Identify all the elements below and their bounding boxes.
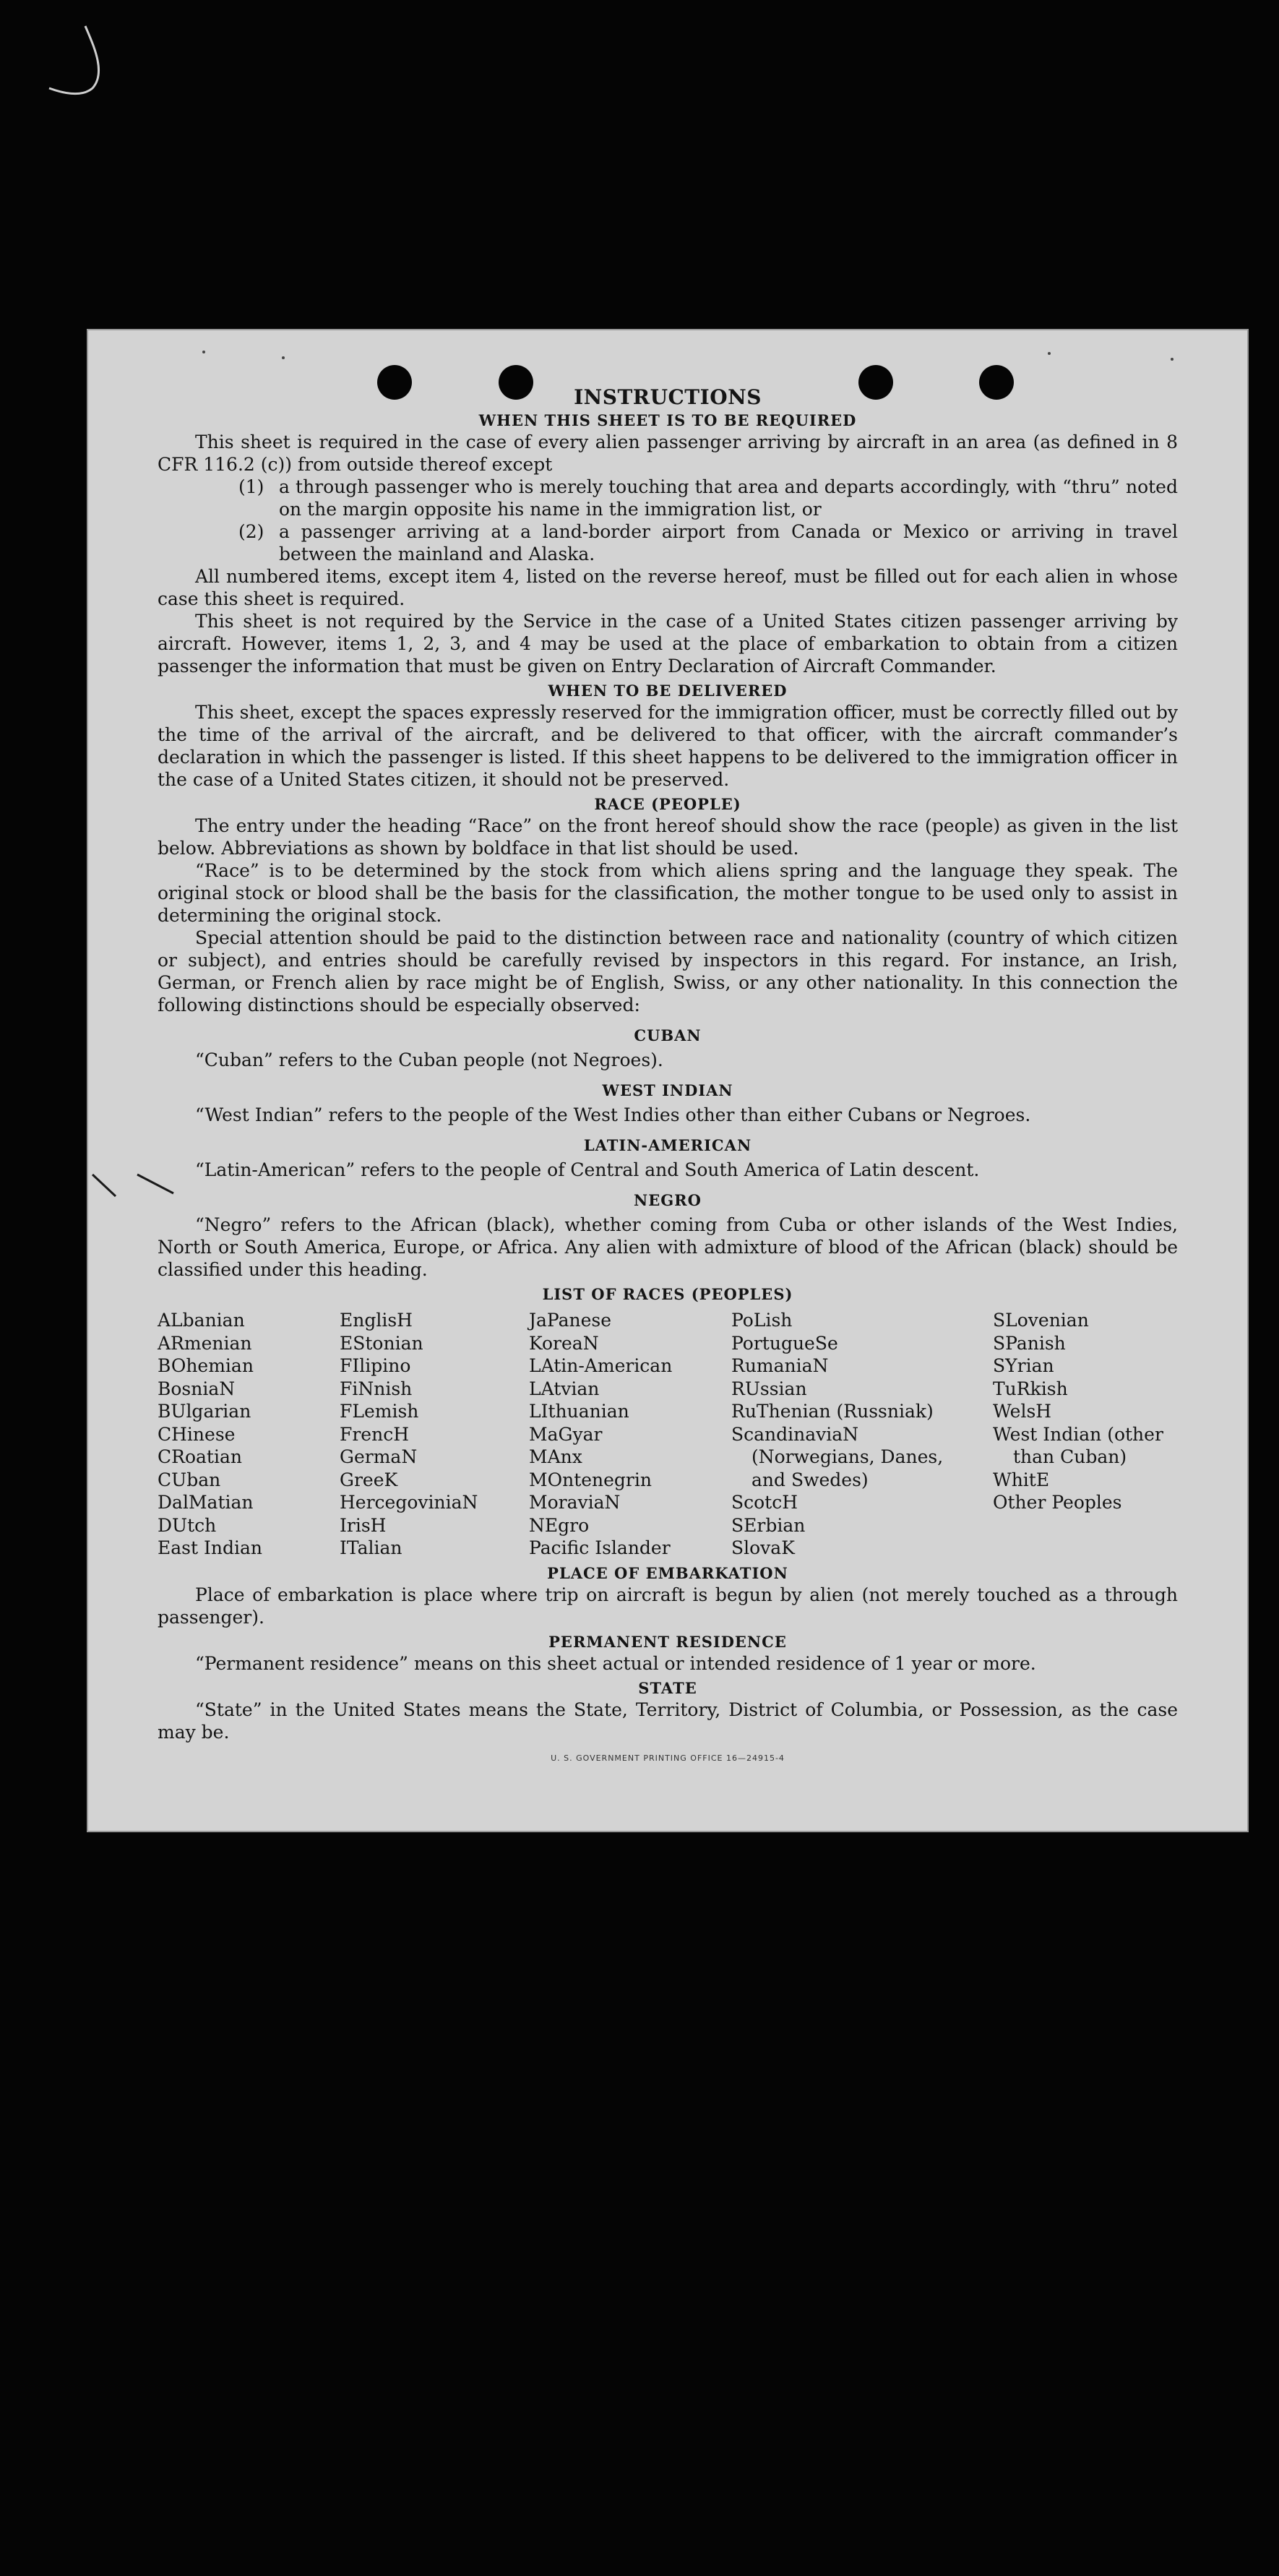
race-entry: LAtin-American xyxy=(529,1355,673,1376)
race-entry: MOntenegrin xyxy=(529,1469,652,1490)
races-column xyxy=(993,1309,1178,1560)
race-entry: MaGyar xyxy=(529,1423,603,1445)
races-column xyxy=(529,1309,731,1560)
exception-text: a passenger arriving at a land-border airport from Canada or Mexico or arriving in travel between the mainland and Alaska. xyxy=(279,521,1178,564)
race-entry: LIthuanian xyxy=(529,1401,629,1422)
races-column xyxy=(158,1309,340,1560)
definition-heading-cuban: CUBAN xyxy=(634,1026,702,1044)
race-entry: FLemish xyxy=(340,1401,419,1422)
race-entry: EStonian xyxy=(340,1332,423,1354)
race-entry: DUtch xyxy=(158,1514,217,1536)
section-heading-state: STATE xyxy=(638,1678,697,1697)
race-paragraph-1: The entry under the heading “Race” on the front hereof should show the race (people) as given in the list below. Abbreviations as shown by boldface in that list should be used. xyxy=(158,815,1178,859)
exception-number: (2) xyxy=(238,521,264,542)
scan-speck xyxy=(282,356,285,359)
race-entry: BosniaN xyxy=(158,1378,236,1399)
race-entry: RUssian xyxy=(731,1378,807,1399)
scan-speck xyxy=(202,351,205,353)
scan-speck xyxy=(1048,352,1051,355)
definition-text-negro: “Negro” refers to the African (black), whether coming from Cuba or other islands of the West Indies, North or South America, Europe, or Africa. Any alien with admixture of blood of the African (black) should be classified under this heading. xyxy=(158,1214,1178,1280)
race-entry: GreeK xyxy=(340,1469,398,1490)
pen-mark xyxy=(22,22,101,101)
definition-heading-west-indian: WEST INDIAN xyxy=(602,1081,733,1099)
race-entry: CRoatian xyxy=(158,1446,242,1467)
race-entry: EnglisH xyxy=(340,1310,413,1331)
exception-item xyxy=(238,520,1178,565)
race-entry: PortugueSe xyxy=(731,1332,838,1354)
race-entry: JaPanese xyxy=(529,1310,612,1331)
race-entry: BUlgarian xyxy=(158,1401,251,1422)
race-entry: SLovenian xyxy=(993,1310,1089,1331)
definition-heading-latin-american: LATIN-AMERICAN xyxy=(583,1136,752,1154)
race-entry: MAnx xyxy=(529,1446,582,1467)
exception-text: a through passenger who is merely touching that area and departs accordingly, with “thru” noted on the margin opposite his name in the immigration list, or xyxy=(279,476,1178,520)
embarkation-text: Place of embarkation is place where trip on aircraft is begun by alien (not merely touched as a through passenger). xyxy=(158,1584,1178,1628)
state-text: “State” in the United States means the State, Territory, District of Columbia, or Possession, as the case may be. xyxy=(158,1699,1178,1743)
race-entry: GermaN xyxy=(340,1446,418,1467)
definition-text-cuban: “Cuban” refers to the Cuban people (not Negroes). xyxy=(195,1049,663,1070)
race-entry: BOhemian xyxy=(158,1355,254,1376)
race-entry: DalMatian xyxy=(158,1492,254,1513)
race-entry: PoLish xyxy=(731,1310,793,1331)
race-entry: SlovaK xyxy=(731,1537,795,1558)
when-required-intro: This sheet is required in the case of every alien passenger arriving by aircraft in an area (as defined in 8 CFR 116.2 (c)) from outside thereof except xyxy=(158,432,1178,475)
when-delivered-text: This sheet, except the spaces expressly reserved for the immigration officer, must be correctly filled out by the time of the arrival of the aircraft, and be delivered to that officer, with the aircraft commander’s declaration in which the passenger is listed. If this sheet happens to be delivered to the immigration officer in the case of a United States citizen, it should not be preserved. xyxy=(158,702,1178,790)
race-entry: IrisH xyxy=(340,1514,387,1536)
race-entry: KoreaN xyxy=(529,1332,599,1354)
race-entry: ALbanian xyxy=(158,1310,245,1331)
definition-heading-negro: NEGRO xyxy=(634,1191,702,1209)
race-paragraph-3: Special attention should be paid to the distinction between race and nationality (country of which citizen or subject), and entries should be carefully revised by inspectors in this regard. For instance, an Irish, German, or French alien by race might be of English, Swiss, or any other nationality. In this connection the following distinctions should be especially observed: xyxy=(158,927,1178,1016)
residence-text: “Permanent residence” means on this sheet actual or intended residence of 1 year or more. xyxy=(195,1652,1036,1674)
race-entry: ScotcH xyxy=(731,1492,798,1513)
numbered-items-paragraph: All numbered items, except item 4, listed on the reverse hereof, must be filled out for each alien in whose case this sheet is required. xyxy=(158,566,1178,609)
race-entry: ARmenian xyxy=(158,1332,252,1354)
citizen-paragraph: This sheet is not required by the Service in the case of a United States citizen passenger arriving by aircraft. However, items 1, 2, 3, and 4 may be used at the place of embarkation to obtain from a citizen passenger the information that must be given on Entry Declaration of Aircraft Commander. xyxy=(158,611,1178,677)
section-heading-when-required: WHEN THIS SHEET IS TO BE REQUIRED xyxy=(478,411,857,429)
race-entry: WhitE xyxy=(993,1469,1050,1490)
race-entry: SErbian xyxy=(731,1514,806,1536)
page-title: INSTRUCTIONS xyxy=(574,385,762,409)
race-entry: West Indian (other than Cuban) xyxy=(993,1423,1163,1467)
races-column xyxy=(731,1309,993,1560)
race-entry: RumaniaN xyxy=(731,1355,829,1376)
race-paragraph-2: “Race” is to be determined by the stock from which aliens spring and the language they speak. The original stock or blood shall be the basis for the classification, the mother tongue to be used only to assist in determining the original stock. xyxy=(158,860,1178,926)
race-entry: TuRkish xyxy=(993,1378,1068,1399)
race-entry: Other Peoples xyxy=(993,1492,1122,1513)
printing-office-footer: U. S. GOVERNMENT PRINTING OFFICE 16—24915-4 xyxy=(551,1753,785,1763)
race-entry: East Indian xyxy=(158,1537,262,1558)
section-heading-residence: PERMANENT RESIDENCE xyxy=(548,1632,787,1651)
section-heading-races-list: LIST OF RACES (PEOPLES) xyxy=(542,1285,793,1303)
race-entry: HercegoviniaN xyxy=(340,1492,478,1513)
section-heading-when-delivered: WHEN TO BE DELIVERED xyxy=(548,682,788,700)
races-list xyxy=(158,1309,1178,1560)
definition-text-west-indian: “West Indian” refers to the people of the West Indies other than either Cubans or Negroes. xyxy=(195,1104,1031,1125)
race-entry: Pacific Islander xyxy=(529,1537,671,1558)
race-entry: NEgro xyxy=(529,1514,590,1536)
race-entry: ScandinaviaN (Norwegians, Danes, and Swedes) xyxy=(731,1423,944,1490)
race-entry: LAtvian xyxy=(529,1378,600,1399)
exception-number: (1) xyxy=(238,476,264,497)
race-entry: CHinese xyxy=(158,1423,236,1445)
instructions-sheet xyxy=(87,329,1249,1832)
race-entry: SYrian xyxy=(993,1355,1054,1376)
exception-item xyxy=(238,476,1178,520)
race-entry: FrencH xyxy=(340,1423,409,1445)
scan-speck xyxy=(1171,358,1174,361)
race-entry: CUban xyxy=(158,1469,221,1490)
section-heading-embarkation: PLACE OF EMBARKATION xyxy=(547,1563,788,1582)
definition-text-latin-american: “Latin-American” refers to the people of Central and South America of Latin descent. xyxy=(195,1159,980,1180)
race-entry: MoraviaN xyxy=(529,1492,621,1513)
instructions-content xyxy=(158,385,1178,1764)
section-heading-race: RACE (PEOPLE) xyxy=(594,795,741,813)
race-entry: RuThenian (Russniak) xyxy=(731,1401,934,1422)
race-entry: FIlipino xyxy=(340,1355,411,1376)
race-entry: ITalian xyxy=(340,1537,402,1558)
race-entry: FiNnish xyxy=(340,1378,413,1399)
race-entry: SPanish xyxy=(993,1332,1066,1354)
race-entry: WelsH xyxy=(993,1401,1052,1422)
races-column xyxy=(340,1309,529,1560)
